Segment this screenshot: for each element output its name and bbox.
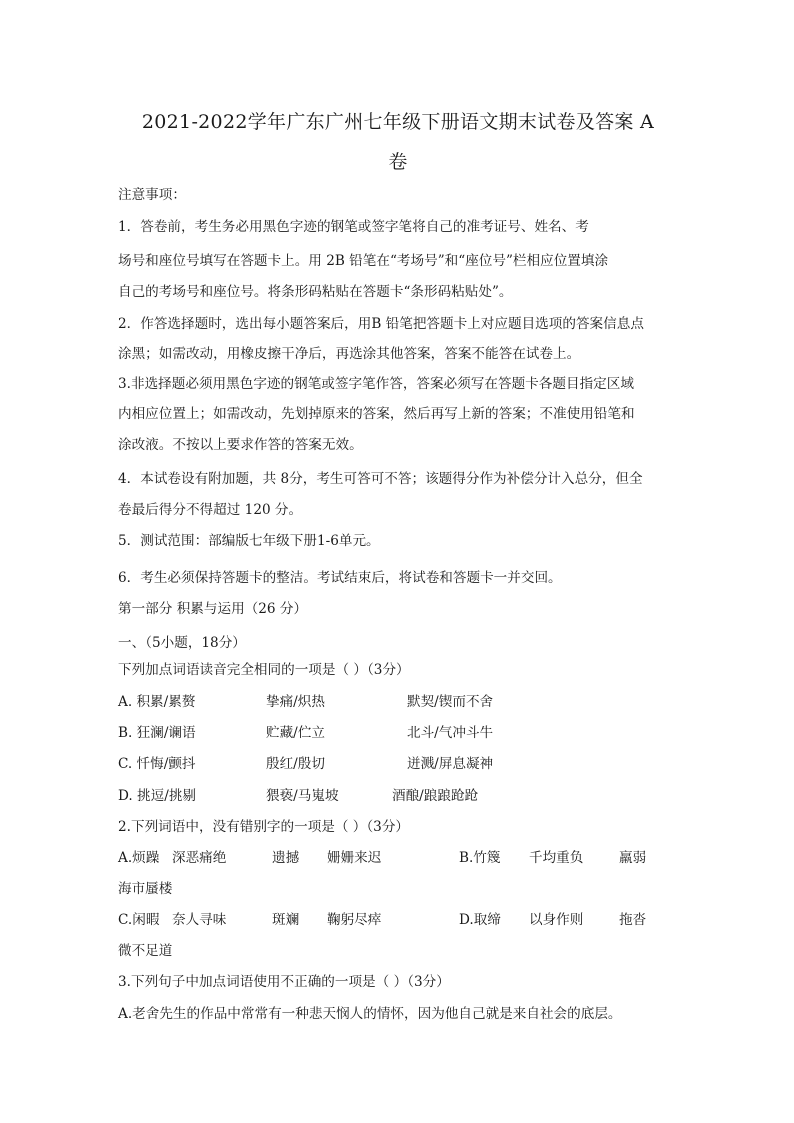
q1-b-word3: 北斗/气冲斗牛 (407, 725, 494, 741)
notice-item-2b: 涂黑；如需改动，用橡皮擦干净后，再选涂其他答案，答案不能答在试卷上。 (118, 346, 581, 362)
notice-heading: 注意事项： (118, 187, 186, 203)
q1-a-word3: 默契/锲而不舍 (407, 694, 494, 710)
q2-b-word2: 千均重负 (529, 850, 584, 866)
q1-option-c (118, 758, 493, 772)
notice-item-1c: 自己的考场号和座位号。将条形码粘贴在答题卡“条形码粘贴处”。 (118, 284, 513, 300)
q2-a-word4: 姗姗来迟 (327, 850, 382, 866)
exam-title-line2: 卷 (388, 151, 408, 173)
q2-a-word1: A.烦躁 (118, 850, 160, 866)
notice-item-3b: 内相应位置上；如需改动，先划掉原来的答案，然后再写上新的答案；不准使用铅笔和 (118, 406, 635, 422)
q2-b-word1: B.竹篾 (459, 850, 501, 866)
notice-item-2a: 2．作答选择题时，选出每小题答案后，用B 铅笔把答题卡上对应题目选项的答案信息点 (118, 316, 644, 332)
notice-item-3a: 3.非选择题必须用黑色字迹的钢笔或签字笔作答，答案必须写在答题卡各题目指定区域 (118, 376, 634, 392)
q1-option-d (118, 790, 478, 804)
q3-stem: 3.下列句子中加点词语使用不正确的一项是（ ）（3分） (118, 974, 450, 990)
q3-option-a: A.老舍先生的作品中常常有一种悲天悯人的情怀，因为他自己就是来自社会的底层。 (118, 1006, 622, 1022)
q1-d-word3: 酒酿/踉踉跄跄 (392, 788, 479, 804)
q2-row-cd-tail: 微不足道 (118, 943, 173, 959)
q1-a-word2: 挚痛/炽热 (266, 694, 325, 710)
q2-row-ab (118, 852, 646, 866)
q1-d-word2: 猥亵/马嵬坡 (266, 788, 339, 804)
part1-heading: 第一部分 积累与运用（26 分） (118, 601, 308, 617)
q2-row-ab-tail: 海市蜃楼 (118, 881, 173, 897)
q2-a-word2: 深恶痛绝 (172, 850, 227, 866)
notice-item-6: 6．考生必须保持答题卡的整洁。考试结束后，将试卷和答题卡一并交回。 (118, 570, 562, 586)
q2-d-word1: D.取缔 (459, 912, 501, 928)
q1-b-word2: 贮藏/伫立 (266, 725, 325, 741)
q2-d-word3: 拖沓 (619, 912, 647, 928)
q2-a-word3: 遗撼 (272, 850, 300, 866)
notice-item-1b: 场号和座位号填写在答题卡上。用 2B 铅笔在“考场号”和“座位号”栏相应位置填涂 (118, 253, 609, 269)
q2-stem: 2.下列词语中，没有错别字的一项是（ ）（3分） (118, 819, 410, 835)
q1-b-word1: B. 狂澜/谰语 (118, 725, 196, 741)
q1-c-word3: 迸溅/屏息凝神 (407, 756, 494, 772)
q1-option-b (118, 727, 493, 741)
q1-stem: 下列加点词语读音完全相同的一项是（ ）（3分） (118, 662, 410, 678)
notice-item-4a: 4．本试卷设有附加题，共 8分，考生可答可不答；该题得分作为补偿分计入总分，但全 (118, 471, 643, 487)
q1-a-word1: A. 积累/累赘 (118, 694, 196, 710)
q1-option-a (118, 696, 493, 710)
q1-c-word2: 殷红/殷切 (266, 756, 325, 772)
q1-c-word1: C. 忏悔/颤抖 (118, 756, 196, 772)
q2-c-word2: 奈人寻味 (172, 912, 227, 928)
notice-item-1a: 1．答卷前，考生务必用黑色字迹的钢笔或签字笔将自己的准考证号、姓名、考 (118, 219, 589, 235)
notice-item-3c: 涂改液。不按以上要求作答的答案无效。 (118, 437, 363, 453)
exam-title-line1: 2021-2022学年广东广州七年级下册语文期末试卷及答案 A (141, 111, 655, 133)
q2-c-word4: 鞠躬尽瘁 (327, 912, 382, 928)
q2-c-word1: C.闲暇 (118, 912, 160, 928)
q2-c-word3: 斑斓 (272, 912, 300, 928)
notice-item-5: 5．测试范围：部编版七年级下册1-6单元。 (118, 533, 380, 549)
q2-row-cd (118, 914, 646, 928)
q2-d-word2: 以身作则 (529, 912, 584, 928)
q1-d-word1: D. 挑逗/挑剔 (118, 788, 197, 804)
section1-heading: 一、（5小题，18分） (118, 635, 246, 651)
q2-b-word3: 羸弱 (619, 850, 647, 866)
notice-item-4b: 卷最后得分不得超过 120 分。 (118, 502, 303, 518)
